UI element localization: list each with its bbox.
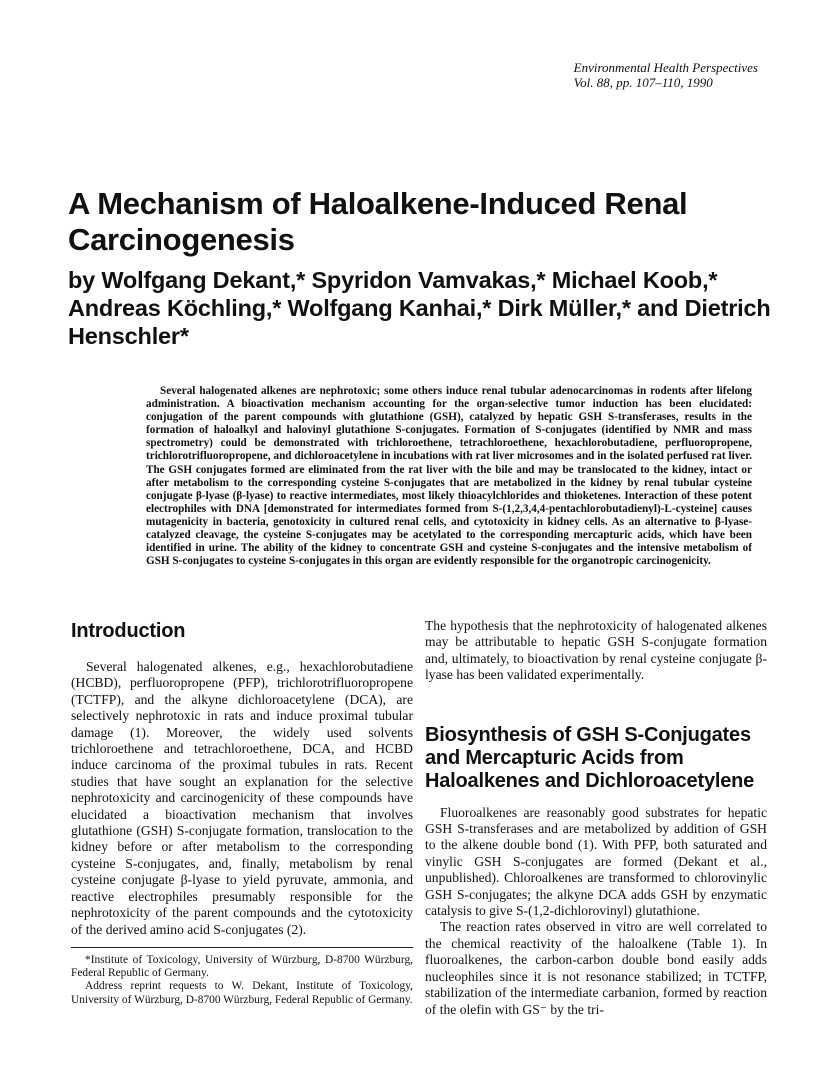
biosynthesis-paragraph-2: The reaction rates observed in vitro are well correlated to the chemical reactivity of the haloalkene (Table 1). In fluoroalkenes, the carbon-carbon double bond easily adds nucleophiles since it is not resonance stabilized; in TCTFP, stabilization of the intermediate carbanion, formed by reaction of the olefin with GS⁻ by the tri- — [425, 919, 767, 1017]
introduction-paragraph: Several halogenated alkenes, e.g., hexachlorobutadiene (HCBD), perfluoropropene (PFP), trichlorotrifluoropropene (TCTFP), and the alkyne dichloroacetylene (DCA), are selectively nephrotoxic in rats and induce proximal tubular damage (1). Moreover, the widely used solvents trichloroethene and tetrachloroethene, DCA, and HCBD induce carcinoma of the proximal tubules in rats. Recent studies that have sought an explanation for the selective nephrotoxicity and carcinogenicity of these compounds have elucidated a bioactivation mechanism that involves glutathione (GSH) S-conjugate formation, translocation to the kidney before or after metabolism to the corresponding cysteine S-conjugates, and, finally, metabolism by renal cysteine conjugate β-lyase to yield pyruvate, ammonia, and reactive electrophiles presumably responsible for the nephrotoxicity of the parent compounds and the cytotoxicity of the derived amino acid S-conjugates (2). — [71, 659, 413, 937]
affiliation-footnote: *Institute of Toxicology, University of Würzburg, D-8700 Würzburg, Federal Republic of Germany. — [71, 954, 413, 980]
biosynthesis-heading: Biosynthesis of GSH S-Conjugates and Mercapturic Acids from Haloalkenes and Dichloroacetylene — [425, 723, 755, 792]
right-column — [425, 618, 767, 1018]
reprint-footnote: Address reprint requests to W. Dekant, Institute of Toxicology, University of Würzburg, D-8700 Würzburg, Federal Republic of Germany. — [71, 980, 413, 1006]
abstract: Several halogenated alkenes are nephrotoxic; some others induce renal tubular adenocarcinomas in rodents after lifelong administration. A bioactivation mechanism accounting for the organ-selective tumor induction has been elucidated: conjugation of the parent compounds with glutathione (GSH), catalyzed by hepatic GSH S-transferases, results in the formation of haloalkyl and halovinyl glutathione S-conjugates. Formation of S-conjugates (identified by NMR and mass spectrometry) could be demonstrated with trichloroethene, tetrachloroethene, hexachlorobutadiene, perfluoropropene, trichlorotrifluoropropene, and dichloroacetylene in incubations with rat liver microsomes and in the isolated perfused rat liver. The GSH conjugates formed are eliminated from the rat liver with the bile and may be translocated to the kidney, intact or after metabolism to the corresponding cysteine S-conjugates that are metabolized in the kidney by renal tubular cysteine conjugate β-lyase (β-lyase) to reactive intermediates, most likely thioacylchlorides and thioketenes. Interaction of these potent electrophiles with DNA [demonstrated for intermediates formed from S-(1,2,3,4,4-pentachlorobutadienyl)-L-cysteine] causes mutagenicity in bacteria, genotoxicity in cultured renal cells, and cytotoxicity in kidney cells. As an alternative to β-lyase-catalyzed cleavage, the cysteine S-conjugates may be acetylated to the corresponding mercapturic acids, which have been identified in urine. The ability of the kidney to concentrate GSH and cysteine S-conjugates and the intensive metabolism of GSH S-conjugates to cysteine S-conjugates in this organ are evidently responsible for the organotropic carcinogenicity. — [146, 385, 752, 568]
journal-header — [574, 60, 758, 90]
journal-name: Environmental Health Perspectives — [573, 60, 758, 75]
author-list: by Wolfgang Dekant,* Spyridon Vamvakas,* Michael Koob,* Andreas Köchling,* Wolfgang Kanhai,* Dirk Müller,* and Dietrich Henschler* — [68, 267, 771, 349]
footnotes — [71, 947, 413, 1007]
introduction-paragraph-continued: The hypothesis that the nephrotoxicity of halogenated alkenes may be attributable to hepatic GSH S-conjugate formation and, ultimately, to bioactivation by renal cysteine conjugate β-lyase has been validated experimentally. — [425, 618, 767, 683]
article-title: A Mechanism of Haloalkene-Induced Renal Carcinogenesis — [68, 186, 688, 257]
left-column — [71, 618, 413, 938]
biosynthesis-paragraph-1: Fluoroalkenes are reasonably good substrates for hepatic GSH S-transferases and are metabolized by addition of GSH to the alkene double bond (1). With PFP, both saturated and vinylic GSH S-conjugates are formed (Dekant et al., unpublished). Chloroalkenes are transformed to chlorovinylic GSH S-conjugates; the alkyne DCA adds GSH by enzymatic catalysis to give S-(1,2-dichlorovinyl) glutathione. — [425, 804, 767, 919]
introduction-heading: Introduction — [71, 620, 186, 642]
journal-citation: Vol. 88, pp. 107–110, 1990 — [573, 75, 713, 90]
